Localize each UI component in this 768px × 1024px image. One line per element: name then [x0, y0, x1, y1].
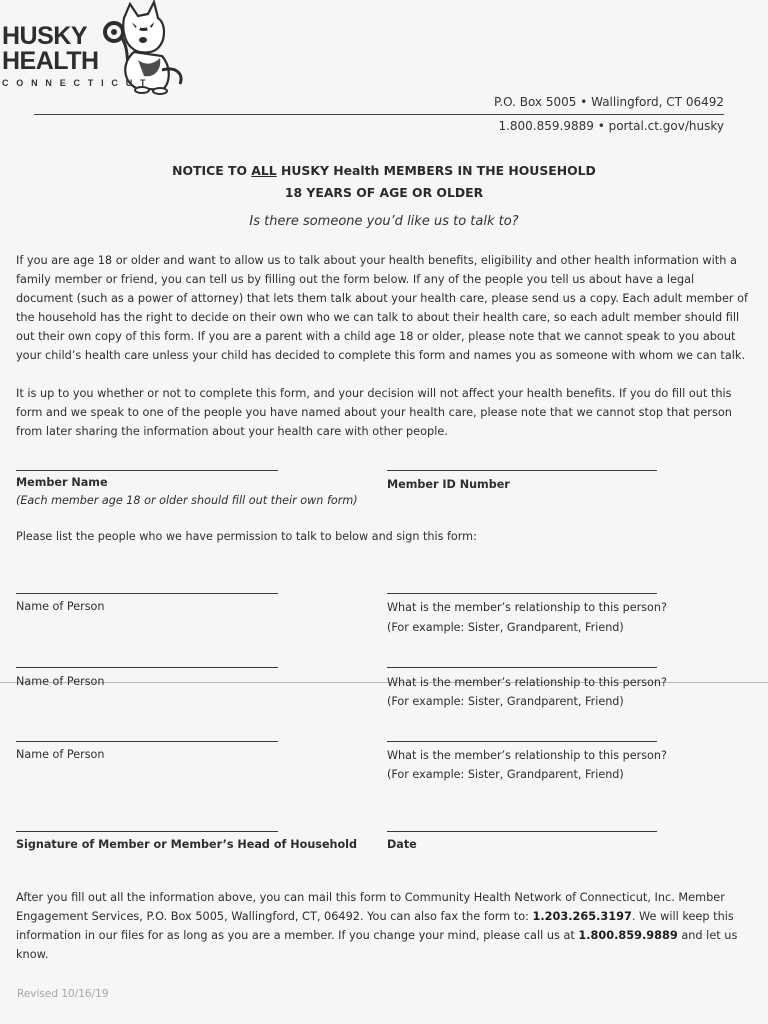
signature-line[interactable]: [16, 831, 278, 832]
footer-text-post: and let us know.: [16, 929, 738, 961]
person-1-name-label: Name of Person: [16, 600, 105, 613]
date-label: Date: [387, 838, 417, 851]
title-pre: NOTICE TO: [172, 163, 252, 178]
signature-label: Signature of Member or Member’s Head of Household: [16, 838, 358, 851]
mailing-address: P.O. Box 5005 • Wallingford, CT 06492: [493, 95, 724, 109]
notice-title-line-2: 18 YEARS OF AGE OR OLDER: [284, 185, 484, 200]
title-all: ALL: [251, 163, 277, 178]
header-rule: [34, 114, 724, 115]
person-3-relationship-label: What is the member’s relationship to this person?: [387, 749, 667, 762]
person-2-relationship-label: What is the member’s relationship to this person?: [387, 676, 667, 689]
logo-line-2: HEALTH: [2, 47, 99, 75]
notice-subtitle: Is there someone you’d like us to talk to?: [249, 214, 519, 229]
logo-subtitle: CONNECTICUT: [2, 78, 154, 88]
person-1-name-line[interactable]: [16, 593, 278, 594]
list-instruction: Please list the people who we have permission to talk to below and sign this form:: [16, 530, 477, 543]
intro-paragraph: If you are age 18 or older and want to allow us to talk about your health benefits, eligibility and other health information with a family member or friend, you can tell us by filling out the form below. If any of the people you tell us about have a legal document (such as a power of attorney) that lets them talk about your health care, please send us a copy. Each adult member of the household has the right to decide on their own who we can talk to about their health care, so each adult member should fill out their own copy of this form. If you are a parent with a child age 18 or older, please note that we cannot speak to you about your child’s health care unless your child has decided to complete this form and names you as someone with whom we can talk.: [16, 254, 749, 362]
person-2-relationship-line[interactable]: [387, 667, 657, 668]
notice-title: [0, 163, 768, 178]
fax-number: 1.203.265.3197: [532, 910, 632, 923]
member-name-note: (Each member age 18 or older should fill out their own form): [16, 494, 358, 507]
phone-number: 1.800.859.9889: [578, 929, 678, 942]
person-3-example: (For example: Sister, Grandparent, Friend): [387, 768, 624, 781]
footer-text-mid: . We will keep this information in our files for as long as you are a member. If you change your mind, please call us at: [16, 910, 734, 942]
husky-health-logo: [0, 0, 170, 100]
person-1-example: (For example: Sister, Grandparent, Friend): [387, 621, 624, 634]
mailing-instructions: [16, 888, 751, 964]
title-post: HUSKY Health MEMBERS IN THE HOUSEHOLD: [276, 163, 596, 178]
contact-info: 1.800.859.9889 • portal.ct.gov/husky: [498, 119, 724, 133]
person-2-name-line[interactable]: [16, 667, 278, 668]
footer-text-pre: After you fill out all the information above, you can mail this form to Community Health Network of Connecticut, Inc. Member Engagement Services, P.O. Box 5005, Wallingford, CT, 06492. You can also fax the form to:: [16, 891, 725, 923]
logo-line-1: HUSKY: [2, 22, 88, 50]
logo-wordmark: [2, 24, 99, 74]
person-2-name-label: Name of Person: [16, 675, 105, 688]
person-1-relationship-line[interactable]: [387, 593, 657, 594]
person-2-example: (For example: Sister, Grandparent, Friend): [387, 695, 624, 708]
person-1-relationship-label: What is the member’s relationship to this person?: [387, 601, 667, 614]
revision-date: Revised 10/16/19: [17, 988, 109, 1000]
member-id-label: Member ID Number: [387, 478, 510, 491]
person-3-name-line[interactable]: [16, 741, 278, 742]
disclaimer-paragraph: It is up to you whether or not to complete this form, and your decision will not affect your health benefits. If you do fill out this form and we speak to one of the people you have named about your health care, please note that we cannot stop that person from later sharing the information about your health care with other people.: [16, 387, 732, 438]
member-name-line[interactable]: [16, 470, 278, 471]
person-3-relationship-line[interactable]: [387, 741, 657, 742]
member-id-line[interactable]: [387, 470, 657, 471]
person-3-name-label: Name of Person: [16, 748, 105, 761]
member-name-label: Member Name: [16, 476, 108, 489]
date-line[interactable]: [387, 831, 657, 832]
